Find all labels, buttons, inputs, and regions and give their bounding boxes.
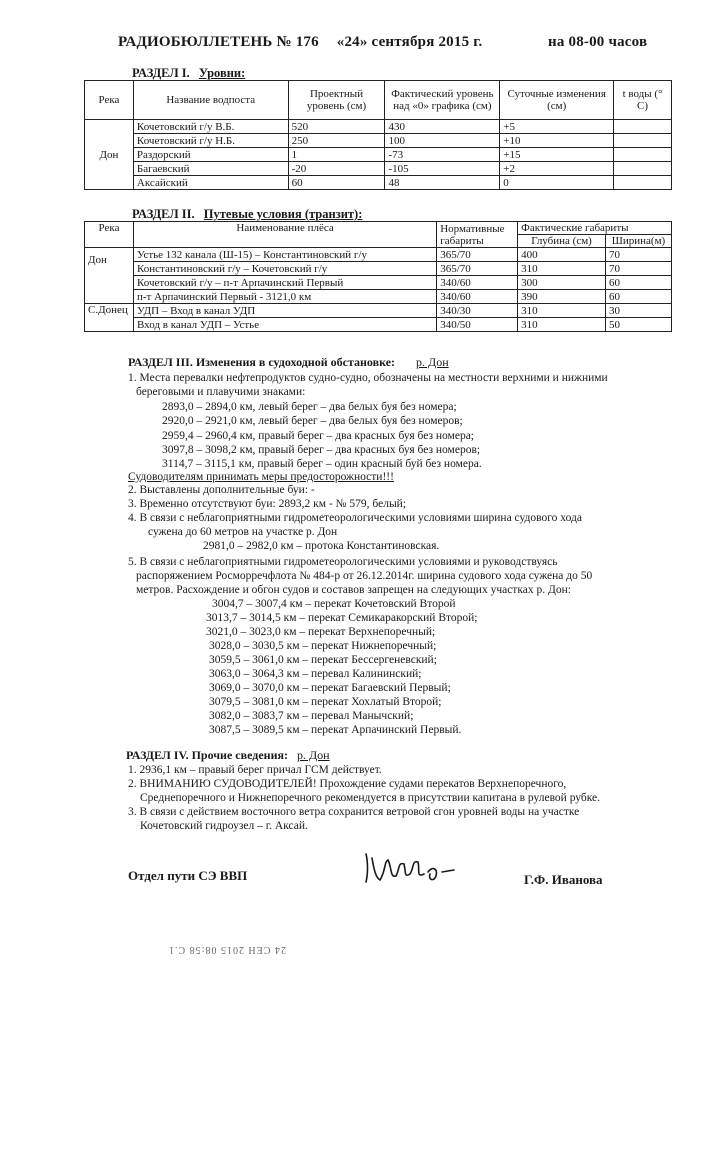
- table-row: [85, 290, 672, 304]
- reach-name: Устье 132 канала (Ш-15) – Константиновский г/у: [133, 248, 436, 262]
- sec3-item1-line2: береговыми и плавучими знаками:: [136, 386, 306, 398]
- list-item: 2920,0 – 2921,0 км, левый берег – два белых буя без номеров;: [162, 415, 463, 427]
- water-temp: [614, 148, 672, 162]
- norm-dims: 340/60: [437, 276, 518, 290]
- norm-dims: 340/50: [437, 318, 518, 332]
- project-level: 250: [288, 134, 385, 148]
- list-item: 3097,8 – 3098,2 км, правый берег – два красных буя без номеров;: [162, 444, 481, 456]
- sec3-item4-line1: 4. В связи с неблагоприятными гидрометеорологическими условиями ширина судового хода: [128, 512, 582, 524]
- sec4-item2-line2: Среднепоречного и Нижнепоречного рекомендуется в присутствии капитана в рулевой рубке.: [140, 792, 601, 804]
- sec3-item2: 2. Выставлены дополнительные буи: -: [128, 484, 315, 496]
- list-item: 3059,5 – 3061,0 км – перекат Бессергеневский;: [209, 654, 437, 666]
- list-item: 3021,0 – 3023,0 км – перекат Верхнепоречный;: [206, 626, 436, 638]
- section1-title: РАЗДЕЛ I.: [132, 66, 190, 80]
- station-name: Раздорский: [133, 148, 288, 162]
- water-temp: [614, 120, 672, 134]
- table-row: [85, 318, 672, 332]
- daily-change: +2: [500, 162, 614, 176]
- depth: 390: [518, 290, 606, 304]
- sec4-item3-line1: 3. В связи с действием восточного ветра сохранится ветровой сгон уровней воды на участке: [128, 806, 580, 818]
- list-item: 3069,0 – 3070,0 км – перекат Багаевский Первый;: [209, 682, 451, 694]
- list-item: 2959,4 – 2960,4 км, правый берег – два красных буя без номера;: [162, 430, 474, 442]
- table-row: [85, 176, 672, 190]
- fact-level: 430: [385, 120, 500, 134]
- reach-name: п-т Арпачинский Первый - 3121,0 км: [133, 290, 436, 304]
- sec3-warning: [128, 470, 394, 484]
- transit-header-row: [85, 222, 672, 235]
- department-name: Отдел пути СЭ ВВП: [128, 868, 248, 883]
- station-name: Кочетовский г/у В.Б.: [133, 120, 288, 134]
- bulletin-time: на 08-00 часов: [548, 34, 648, 50]
- fax-stamp: 24 СЕН 2015 08:58 С.1: [168, 944, 286, 955]
- levels-header-row: [85, 81, 672, 120]
- sec4-item2-line1: 2. ВНИМАНИЮ СУДОВОДИТЕЛЕЙ! Прохождение судами перекатов Верхнепоречного,: [128, 778, 567, 790]
- sec4-item1: 1. 2936,1 км – правый берег причал ГСМ действует.: [128, 764, 382, 776]
- section4-title: РАЗДЕЛ IV. Прочие сведения:: [126, 748, 288, 762]
- width: 50: [605, 318, 671, 332]
- width: 70: [605, 262, 671, 276]
- list-item: 2893,0 – 2894,0 км, левый берег – два белых буя без номера;: [162, 401, 457, 413]
- section1-heading: [132, 66, 245, 81]
- sec3-item4-line3: 2981,0 – 2982,0 км – протока Константиновская.: [203, 540, 440, 552]
- river-cell: Дон: [85, 248, 134, 304]
- list-item: 3114,7 – 3115,1 км, правый берег – один красный буй без номера.: [162, 458, 482, 470]
- reach-name: УДП – Вход в канал УДП: [133, 304, 436, 318]
- project-level: 1: [288, 148, 385, 162]
- list-item: 3079,5 – 3081,0 км – перекат Хохлатый Второй;: [209, 696, 442, 708]
- bulletin-date: «24» сентября 2015 г.: [336, 34, 483, 50]
- river-cell: С.Донец: [85, 304, 134, 332]
- depth: 300: [518, 276, 606, 290]
- station-name: Кочетовский г/у Н.Б.: [133, 134, 288, 148]
- section1-subtitle: Уровни:: [198, 66, 246, 80]
- sec3-item1-line1: 1. Места перевалки нефтепродуктов судно-судно, обозначены на местности верхними и нижними: [128, 372, 608, 384]
- reach-name: Вход в канал УДП – Устье: [133, 318, 436, 332]
- section4-river: р. Дон: [297, 748, 330, 762]
- daily-change: +5: [500, 120, 614, 134]
- sec3-item4-line2: сужена до 60 метров на участке р. Дон: [148, 526, 338, 538]
- col-width: Ширина(м): [605, 235, 671, 248]
- section2-subtitle: Путевые условия (транзит):: [203, 207, 363, 221]
- norm-dims: 365/70: [437, 248, 518, 262]
- sec4-item3-line2: Кочетовский гидроузел – г. Аксай.: [140, 820, 308, 832]
- transit-table: [84, 221, 672, 332]
- list-item: 3087,5 – 3089,5 км – перекат Арпачинский Первый.: [209, 724, 462, 736]
- project-level: 60: [288, 176, 385, 190]
- daily-change: 0: [500, 176, 614, 190]
- sec3-item5-line1: 5. В связи с неблагоприятными гидрометеорологическими условиями и руководствуясь: [128, 556, 558, 568]
- list-item: 3028,0 – 3030,5 км – перекат Нижнепоречный;: [209, 640, 437, 652]
- col-river: Река: [85, 81, 134, 120]
- section3-heading: [128, 355, 449, 370]
- depth: 310: [518, 304, 606, 318]
- col-project-level: Проектный уровень (см): [288, 81, 385, 120]
- table-row: [85, 276, 672, 290]
- table-row: [85, 134, 672, 148]
- fact-level: 48: [385, 176, 500, 190]
- bulletin-title: [118, 34, 648, 51]
- col-norm: Нормативные габариты: [437, 222, 518, 248]
- table-row: [85, 262, 672, 276]
- table-row: [85, 162, 672, 176]
- sec3-item5-line2: распоряжением Росморречфлота № 484-р от 26.12.2014г. ширина судового хода сужена до 50: [136, 570, 593, 582]
- norm-dims: 365/70: [437, 262, 518, 276]
- table-row: [85, 120, 672, 134]
- fact-level: 100: [385, 134, 500, 148]
- col-fact-group: Фактические габариты: [518, 222, 672, 235]
- width: 30: [605, 304, 671, 318]
- width: 70: [605, 248, 671, 262]
- depth: 310: [518, 318, 606, 332]
- levels-table: [84, 80, 672, 190]
- daily-change: +10: [500, 134, 614, 148]
- project-level: 520: [288, 120, 385, 134]
- signer-name: Г.Ф. Иванова: [524, 872, 603, 887]
- table-row: [85, 304, 672, 318]
- depth: 310: [518, 262, 606, 276]
- table-row: [85, 148, 672, 162]
- water-temp: [614, 134, 672, 148]
- list-item: 3004,7 – 3007,4 км – перекат Кочетовский Второй: [212, 598, 456, 610]
- col-station: Название водпоста: [133, 81, 288, 120]
- col-daily-change: Суточные изменения (см): [500, 81, 614, 120]
- col-river: Река: [85, 222, 134, 248]
- fact-level: -105: [385, 162, 500, 176]
- col-depth: Глубина (см): [518, 235, 606, 248]
- project-level: -20: [288, 162, 385, 176]
- sec3-item3: 3. Временно отсутствуют буи: 2893,2 км - № 579, белый;: [128, 498, 407, 510]
- width: 60: [605, 276, 671, 290]
- col-fact-level: Фактический уровень над «0» графика (см): [385, 81, 500, 120]
- col-water-temp: t воды (° С): [614, 81, 672, 120]
- bulletin-number: РАДИОБЮЛЛЕТЕНЬ № 176: [118, 34, 319, 50]
- warning-text: Судоводителям принимать меры предосторожности!!!: [128, 471, 394, 483]
- norm-dims: 340/60: [437, 290, 518, 304]
- width: 60: [605, 290, 671, 304]
- reach-name: Кочетовский г/у – п-т Арпачинский Первый: [133, 276, 436, 290]
- section2-heading: [132, 207, 362, 222]
- list-item: 3013,7 – 3014,5 км – перекат Семикаракорский Второй;: [206, 612, 478, 624]
- section3-title: РАЗДЕЛ III. Изменения в судоходной обстановке:: [128, 355, 396, 369]
- water-temp: [614, 162, 672, 176]
- list-item: 3063,0 – 3064,3 км – перевал Калининский;: [209, 668, 422, 680]
- section3-river: р. Дон: [416, 355, 449, 369]
- list-item: 3082,0 – 3083,7 км – перевал Манычский;: [209, 710, 414, 722]
- sec3-item5-line3: метров. Расхождение и обгон судов и составов запрещен на следующих участках р. Дон:: [136, 584, 571, 596]
- reach-name: Константиновский г/у – Кочетовский г/у: [133, 262, 436, 276]
- station-name: Аксайский: [133, 176, 288, 190]
- col-reach: Наименование плёса: [133, 222, 436, 248]
- station-name: Багаевский: [133, 162, 288, 176]
- depth: 400: [518, 248, 606, 262]
- section2-title: РАЗДЕЛ II.: [132, 207, 195, 221]
- water-temp: [614, 176, 672, 190]
- river-cell: Дон: [85, 120, 134, 190]
- handwritten-signature: [358, 848, 458, 890]
- norm-dims: 340/30: [437, 304, 518, 318]
- daily-change: +15: [500, 148, 614, 162]
- section4-heading: [126, 748, 330, 763]
- fact-level: -73: [385, 148, 500, 162]
- table-row: [85, 248, 672, 262]
